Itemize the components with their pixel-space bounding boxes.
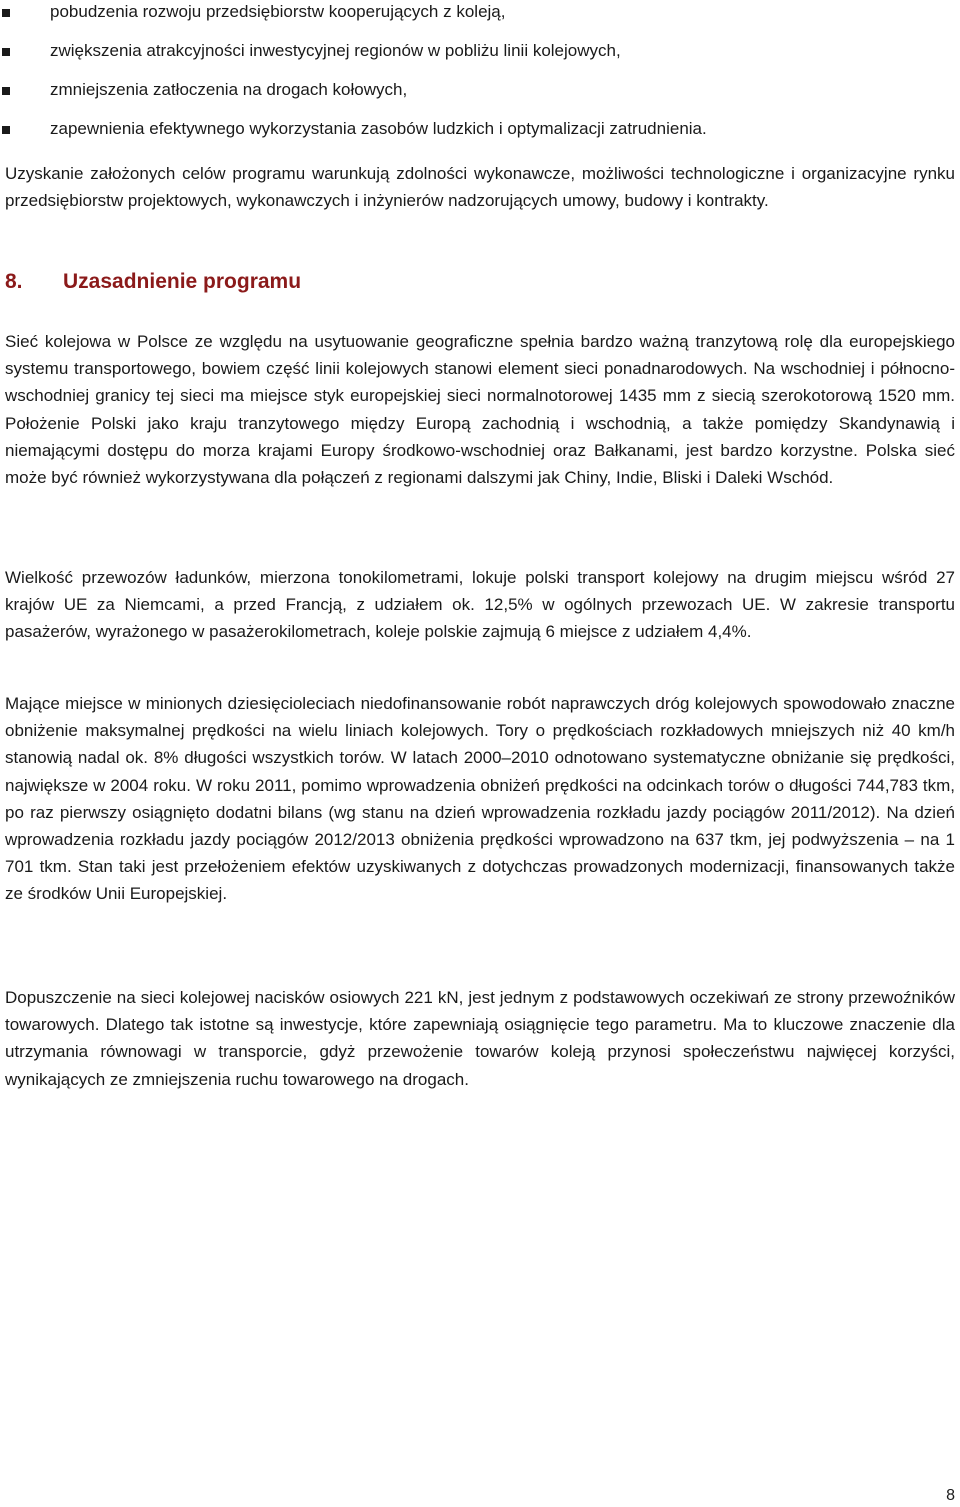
square-bullet-icon (2, 87, 10, 95)
list-item-text: zapewnienia efektywnego wykorzystania zasobów ludzkich i optymalizacji zatrudnienia. (50, 119, 707, 138)
section-heading (5, 270, 301, 294)
list-item (0, 0, 955, 39)
list-item-text: pobudzenia rozwoju przedsiębiorstw kooperujących z koleją, (50, 2, 506, 21)
paragraph-freight-volume: Wielkość przewozów ładunków, mierzona tonokilometrami, lokuje polski transport kolejowy na drugim miejscu wśród 27 krajów UE za Niemcami, a przed Francją, z udziałem ok. 12,5% w ogólnych przewozach UE. W zakresie transportu pasażerów, wyrażonego w pasażerokilometrach, koleje polskie zajmują 6 miejsce z udziałem 4,4%. (5, 568, 955, 642)
list-item-text: zwiększenia atrakcyjności inwestycyjnej regionów w pobliżu linii kolejowych, (50, 41, 621, 60)
square-bullet-icon (2, 9, 10, 17)
list-item (0, 117, 955, 156)
paragraph-railway-network: Sieć kolejowa w Polsce ze względu na usytuowanie geograficzne spełnia bardzo ważną tranzytową rolę dla europejskiego systemu transportowego, bowiem część linii kolejowych stanowi element sieci ponadnarodowych. Na wschodniej i północno-wschodniej granicy tej sieci ma miejsce styk europejskiej sieci normalnotorowej 1435 mm z siecią szerokotorową 1520 mm. Położenie Polski jako kraju tranzytowego między Europą zachodnią i wschodnią, a także pomiędzy Skandynawią i niemającymi dostępu do morza krajami Europy środkowo-wschodniej oraz Bałkanami, jest bardzo korzystne. Polska sieć może być również wykorzystywana dla połączeń z regionami dalszymi jak Chiny, Indie, Bliski i Daleki Wschód. (5, 332, 955, 488)
bullet-list (0, 0, 955, 156)
list-item (0, 39, 955, 78)
page-number: 8 (946, 1487, 955, 1504)
paragraph-axle-load: Dopuszczenie na sieci kolejowej nacisków osiowych 221 kN, jest jednym z podstawowych oczekiwań ze strony przewoźników towarowych. Dlatego tak istotne są inwestycje, które zapewniają osiągnięcie tego parametru. Ma to kluczowe znaczenie dla utrzymania równowagi w transporcie, gdyż przewożenie towarów koleją przynosi społeczeństwu najwięcej korzyści, wynikających ze zmniejszenia ruchu towarowego na drogach. (5, 988, 955, 1089)
square-bullet-icon (2, 48, 10, 56)
section-title: Uzasadnienie programu (63, 270, 302, 293)
paragraph-speed-restrictions: Mające miejsce w minionych dziesięcioleciach niedofinansowanie robót naprawczych dróg kolejowych spowodowało znaczne obniżenie maksymalnej prędkości na wielu liniach kolejowych. Tory o prędkościach rozkładowych mniejszych niż 40 km/h stanowią nadal ok. 8% długości wszystkich torów. W latach 2000–2010 odnotowano systematyczne obniżanie się prędkości, największe w 2004 roku. W roku 2011, pomimo wprowadzenia obniżeń prędkości na odcinkach torów o długości 744,783 tkm, po raz pierwszy osiągnięto dodatni bilans (wg stanu na dzień wprowadzenia rozkładu jazdy pociągów 2011/2012). Na dzień wprowadzenia rozkładu jazdy pociągów 2012/2013 obniżenia prędkości wprowadzono na 637 tkm, jej podwyższenia – na 1 701 tkm. Stan taki jest przełożeniem efektów uzyskiwanych z dotychczas prowadzonych modernizacji, finansowanych także ze środków Unii Europejskiej. (5, 694, 955, 904)
section-number: 8. (5, 270, 23, 293)
list-item-text: zmniejszenia zatłoczenia na drogach kołowych, (50, 80, 408, 99)
square-bullet-icon (2, 126, 10, 134)
intro-paragraph: Uzyskanie założonych celów programu warunkują zdolności wykonawcze, możliwości technologiczne i organizacyjne rynku przedsiębiorstw projektowych, wykonawczych i inżynierów nadzorujących umowy, budowy i kontrakty. (5, 164, 955, 211)
list-item (0, 78, 955, 117)
